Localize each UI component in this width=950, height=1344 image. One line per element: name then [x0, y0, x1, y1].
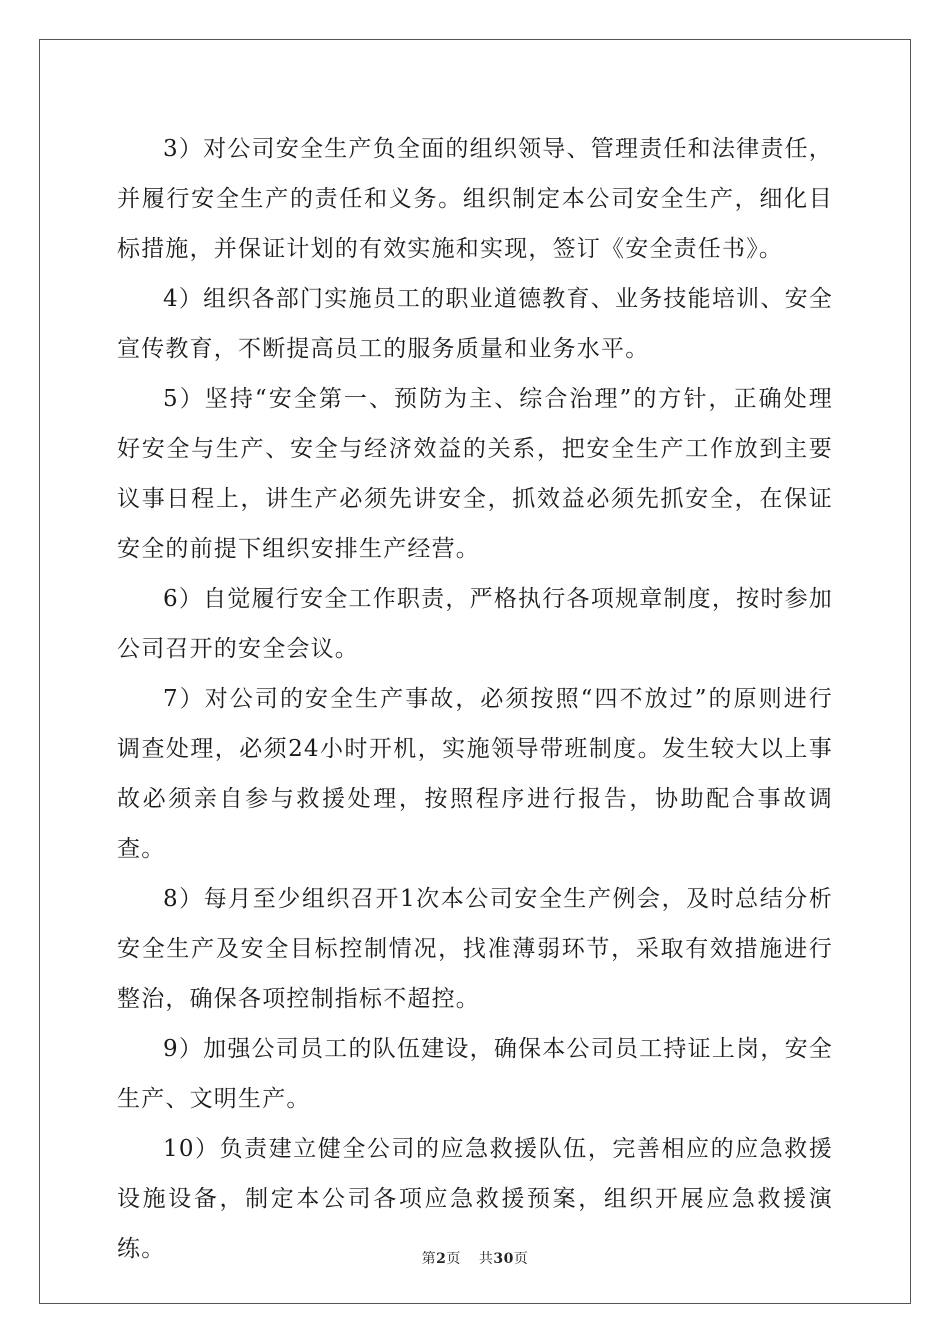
page-suffix: 页: [446, 1251, 461, 1267]
total-page-count: 30: [493, 1251, 514, 1267]
paragraph-item-4: 4）组织各部门实施员工的职业道德教育、业务技能培训、安全宣传教育，不断提高员工的服务质量和业务水平。: [117, 286, 833, 362]
total-suffix: 页: [513, 1251, 529, 1267]
document-body: [117, 124, 833, 1274]
paragraph-item-9: 9）加强公司员工的队伍建设，确保本公司员工持证上岗，安全生产、文明生产。: [117, 1036, 833, 1112]
paragraph-item-6: 6）自觉履行安全工作职责，严格执行各项规章制度，按时参加公司召开的安全会议。: [117, 586, 833, 662]
paragraph-item-8: 8）每月至少组织召开1次本公司安全生产例会，及时总结分析安全生产及安全目标控制情况，找准薄弱环节，采取有效措施进行整治，确保各项控制指标不超控。: [117, 886, 833, 1012]
total-prefix: 共: [478, 1251, 494, 1267]
page-prefix: 第: [421, 1251, 437, 1267]
page-footer: [0, 1248, 950, 1268]
paragraph-item-10: 10）负责建立健全公司的应急救援队伍，完善相应的应急救援设施设备，制定本公司各项应急救援预案，组织开展应急救援演练。: [117, 1136, 833, 1262]
paragraph-item-3: 3）对公司安全生产负全面的组织领导、管理责任和法律责任，并履行安全生产的责任和义务。组织制定本公司安全生产，细化目标措施，并保证计划的有效实施和实现，签订《安全责任书》。: [117, 136, 833, 262]
current-page-number: 2: [436, 1251, 447, 1267]
paragraph-item-7: 7）对公司的安全生产事故，必须按照“四不放过”的原则进行调查处理，必须24小时开机，实施领导带班制度。发生较大以上事故必须亲自参与救援处理，按照程序进行报告，协助配合事故调查。: [117, 686, 833, 862]
paragraph-item-5: 5）坚持“安全第一、预防为主、综合治理”的方针，正确处理好安全与生产、安全与经济效益的关系，把安全生产工作放到主要议事日程上，讲生产必须先讲安全，抓效益必须先抓安全，在保证安全的前提下组织安排生产经营。: [117, 386, 833, 562]
